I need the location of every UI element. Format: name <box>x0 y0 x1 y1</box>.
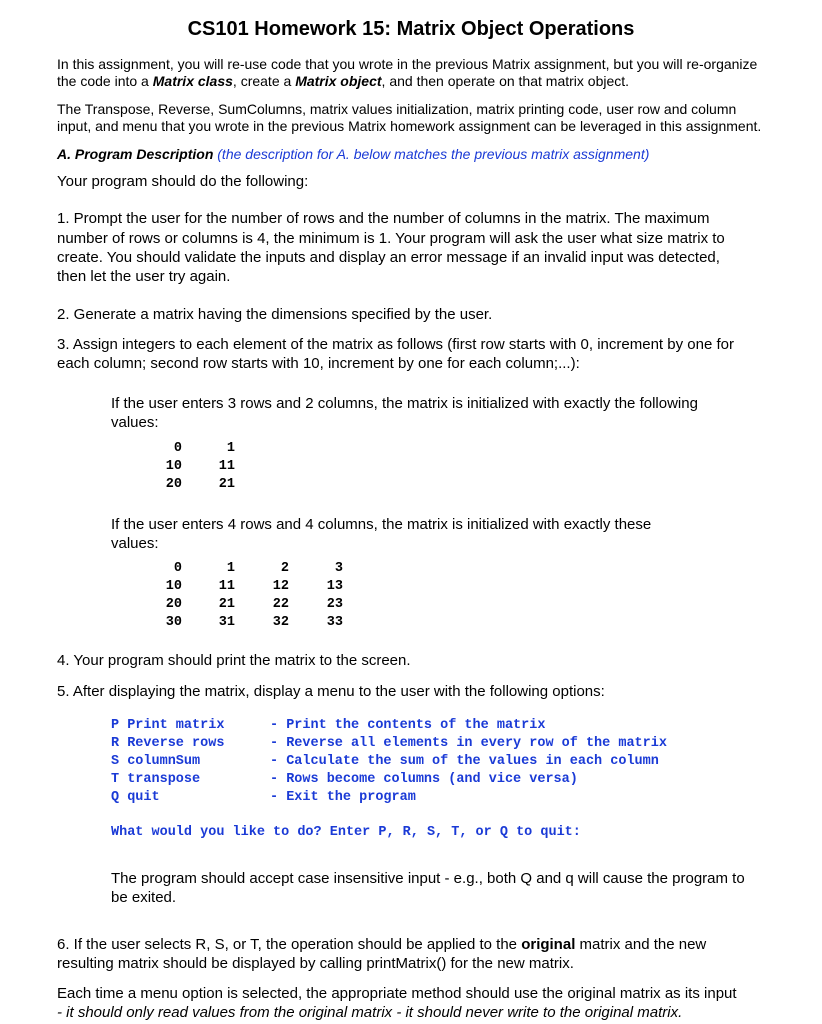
matrix-cell: 31 <box>218 615 235 630</box>
section-a-note: (the description for A. below matches the previous matrix assignment) <box>217 146 650 162</box>
matrix-cell: 22 <box>272 597 289 612</box>
step1-line-2: number of rows or columns is 4, the minimum is 1. Your program will ask the user what size matrix to <box>57 230 725 247</box>
example1-line-2: values: <box>111 414 159 431</box>
matrix-cell: 33 <box>326 615 343 630</box>
menu-option: P Print matrix <box>111 718 225 733</box>
example2-line-2: values: <box>111 535 159 552</box>
leverage-line-1: The Transpose, Reverse, SumColumns, matrix values initialization, matrix printing code, user row and column <box>57 101 737 117</box>
menu-option: T transpose <box>111 772 201 787</box>
step6-line-1 <box>57 935 706 954</box>
menu-description: - Print the contents of the matrix <box>270 718 546 733</box>
step6-text: 6. If the user selects R, S, or T, the operation should be applied to the <box>57 936 522 953</box>
matrix-cell: 1 <box>226 441 235 456</box>
matrix-object-term: Matrix object <box>295 73 382 89</box>
case-note-line-2: be exited. <box>111 889 177 906</box>
step6-line-2: resulting matrix should be displayed by calling printMatrix() for the new matrix. <box>57 955 574 972</box>
section-a-title: A. Program Description <box>57 146 214 162</box>
intro-text: , and then operate on that matrix object. <box>381 73 630 89</box>
menu-prompt: What would you like to do? Enter P, R, S, T, or Q to quit: <box>111 825 581 840</box>
matrix-cell: 12 <box>272 579 289 594</box>
step1-line-1: 1. Prompt the user for the number of rows and the number of columns in the matrix. The maximum <box>57 210 710 227</box>
matrix-cell: 0 <box>173 561 182 576</box>
matrix-cell: 21 <box>218 597 235 612</box>
page-title: CS101 Homework 15: Matrix Object Operations <box>187 18 635 40</box>
step6-text: matrix and the new <box>575 936 707 953</box>
intro-line-1: In this assignment, you will re-use code that you wrote in the previous Matrix assignment, but you will re-organize <box>57 56 758 72</box>
step1-line-3: create. You should validate the inputs and display an error message if an invalid input was detected, <box>57 249 720 266</box>
matrix-cell: 20 <box>165 477 182 492</box>
matrix-cell: 32 <box>272 615 289 630</box>
matrix-cell: 1 <box>226 561 235 576</box>
intro-text: the code into a <box>57 73 153 89</box>
matrix-cell: 2 <box>280 561 289 576</box>
step3-line-2: each column; second row starts with 10, increment by one for each column;...): <box>57 355 580 372</box>
matrix-cell: 30 <box>165 615 182 630</box>
matrix-cell: 10 <box>165 579 182 594</box>
step5-text: 5. After displaying the matrix, display a menu to the user with the following options: <box>57 683 605 700</box>
menu-description: - Calculate the sum of the values in each column <box>270 754 659 769</box>
menu-description: - Reverse all elements in every row of the matrix <box>270 736 667 751</box>
case-note-line-1: The program should accept case insensitive input - e.g., both Q and q will cause the program to <box>111 870 745 887</box>
matrix-cell: 11 <box>218 459 235 474</box>
menu-description: - Exit the program <box>270 790 416 805</box>
section-a-lead: Your program should do the following: <box>57 173 309 190</box>
intro-text: , create a <box>232 73 296 89</box>
step1-line-4: then let the user try again. <box>57 268 231 285</box>
matrix-cell: 0 <box>173 441 182 456</box>
step2-text: 2. Generate a matrix having the dimensions specified by the user. <box>57 306 493 323</box>
step4-text: 4. Your program should print the matrix to the screen. <box>57 652 411 669</box>
final-line-1: Each time a menu option is selected, the appropriate method should use the original matrix as its input <box>57 985 737 1002</box>
step3-line-1: 3. Assign integers to each element of the matrix as follows (first row starts with 0, increment by one for <box>57 336 734 353</box>
matrix-cell: 20 <box>165 597 182 612</box>
final-line-2: - it should only read values from the original matrix - it should never write to the original matrix. <box>57 1004 683 1021</box>
menu-option: S columnSum <box>111 754 201 769</box>
menu-description: - Rows become columns (and vice versa) <box>270 772 578 787</box>
matrix-cell: 11 <box>218 579 235 594</box>
menu-option: R Reverse rows <box>111 736 225 751</box>
menu-option: Q quit <box>111 790 160 805</box>
matrix-cell: 23 <box>326 597 343 612</box>
matrix-cell: 3 <box>334 561 343 576</box>
matrix-cell: 21 <box>218 477 235 492</box>
matrix-class-term: Matrix class <box>152 73 233 89</box>
intro-line-2 <box>57 73 629 90</box>
example1-line-1: If the user enters 3 rows and 2 columns, the matrix is initialized with exactly the following <box>111 395 698 412</box>
section-a-heading <box>57 146 649 163</box>
leverage-line-2: input, and menu that you wrote in the previous Matrix homework assignment can be leveraged in this assignment. <box>57 118 762 134</box>
matrix-cell: 10 <box>165 459 182 474</box>
matrix-cell: 13 <box>326 579 343 594</box>
example2-line-1: If the user enters 4 rows and 4 columns, the matrix is initialized with exactly these <box>111 516 652 533</box>
original-term: original <box>521 936 576 953</box>
